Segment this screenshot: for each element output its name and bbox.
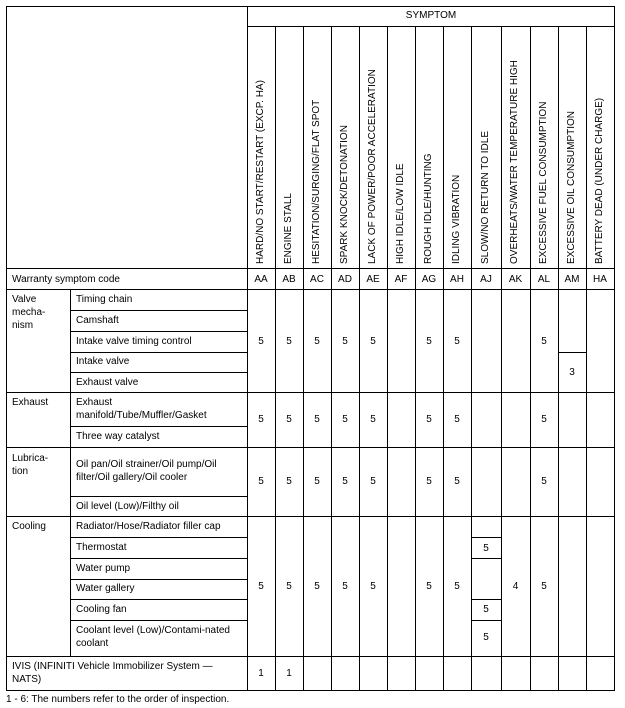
cell-ivis-aa: 1	[258, 668, 264, 679]
cell-lub-aa: 5	[258, 476, 264, 487]
code-ak: AK	[508, 274, 523, 285]
code-am: AM	[564, 274, 580, 285]
item-exhaust-manifold: Exhaust manifold/Tube/Muffler/Gasket	[76, 397, 207, 421]
cell-exhaust-al: 5	[541, 414, 547, 425]
symptom-header-ac: HESITATION/SURGING/FLAT SPOT	[311, 99, 322, 264]
cell-exhaust-ah: 5	[454, 414, 460, 425]
warranty-label: Warranty symptom code	[12, 274, 120, 285]
item-coolant-level: Coolant level (Low)/Contami-nated coolant	[76, 625, 230, 649]
item-intake-valve-timing: Intake valve timing control	[76, 336, 192, 347]
cell-cool-ae: 5	[370, 581, 376, 592]
cell-cooling-fan-aj: 5	[483, 604, 489, 615]
cell-cool-aa: 5	[258, 581, 264, 592]
code-af: AF	[394, 274, 408, 285]
item-camshaft: Camshaft	[76, 315, 119, 326]
cell-cool-ak: 4	[512, 581, 519, 592]
symptom-header-ak: OVERHEATS/WATER TEMPERATURE HIGH	[509, 60, 520, 264]
cell-lub-ae: 5	[370, 476, 376, 487]
code-ah: AH	[450, 274, 464, 285]
cell-exhaust-ag: 5	[426, 414, 432, 425]
cell-cool-ag: 5	[426, 581, 432, 592]
cell-valve-am: 3	[569, 367, 575, 378]
cell-lub-ad: 5	[342, 476, 348, 487]
symptom-header-ag: ROUGH IDLE/HUNTING	[423, 153, 434, 264]
item-three-way-catalyst: Three way catalyst	[76, 431, 160, 442]
symptom-header-ha: BATTERY DEAD (UNDER CHARGE)	[594, 97, 605, 264]
cell-lub-al: 5	[541, 476, 547, 487]
item-oil-pan: Oil pan/Oil strainer/Oil pump/Oil filter/Oil gallery/Oil cooler	[76, 459, 217, 483]
cell-lub-ah: 5	[454, 476, 460, 487]
symptom-header-ah: IDLING VIBRATION	[451, 174, 462, 264]
cell-exhaust-ab: 5	[286, 414, 292, 425]
cell-thermostat-aj: 5	[483, 543, 489, 554]
code-aa: AA	[254, 274, 268, 285]
group-label-lubrication: Lubrica-tion	[12, 453, 49, 477]
item-exhaust-valve: Exhaust valve	[76, 377, 139, 388]
symptom-header-aa: HARD/NO START/RESTART (EXCP. HA)	[255, 80, 266, 264]
cell-valve-ag: 5	[426, 336, 432, 347]
cell-cool-ad: 5	[342, 581, 348, 592]
cell-valve-aa: 5	[258, 336, 264, 347]
item-thermostat: Thermostat	[76, 542, 127, 553]
group-label-valve: Valve mecha-nism	[12, 294, 46, 331]
cell-valve-al: 5	[541, 336, 547, 347]
code-ab: AB	[282, 274, 296, 285]
symptom-header-af: HIGH IDLE/LOW IDLE	[395, 163, 406, 264]
cell-cool-al: 5	[541, 581, 547, 592]
symptom-header: SYMPTOM	[405, 10, 457, 21]
group-label-cooling: Cooling	[12, 521, 46, 532]
item-radiator: Radiator/Hose/Radiator filler cap	[76, 521, 221, 532]
code-al: AL	[537, 274, 551, 285]
item-oil-level: Oil level (Low)/Filthy oil	[76, 501, 179, 512]
cell-cool-ah: 5	[454, 581, 460, 592]
cell-valve-ae: 5	[370, 336, 376, 347]
group-label-exhaust: Exhaust	[12, 397, 49, 408]
cell-lub-ag: 5	[426, 476, 432, 487]
code-ac: AC	[310, 274, 324, 285]
cell-exhaust-aa: 5	[258, 414, 264, 425]
cell-lub-ac: 5	[314, 476, 320, 487]
cell-ivis-ab: 1	[286, 668, 292, 679]
cell-valve-ah: 5	[454, 336, 460, 347]
cell-coolant-aj: 5	[483, 632, 489, 643]
symptom-header-ab: ENGINE STALL	[283, 193, 294, 264]
cell-lub-ab: 5	[286, 476, 292, 487]
item-timing-chain: Timing chain	[76, 294, 133, 305]
item-water-pump: Water pump	[76, 563, 131, 574]
group-label-ivis: IVIS (INFINITI Vehicle Immobilizer System — NATS)	[12, 661, 213, 685]
cell-valve-ac: 5	[314, 336, 320, 347]
symptom-header-aj: SLOW/NO RETURN TO IDLE	[480, 131, 491, 264]
cell-cool-ac: 5	[314, 581, 320, 592]
cell-exhaust-ae: 5	[370, 414, 376, 425]
item-water-gallery: Water gallery	[76, 583, 135, 594]
cell-cool-ab: 5	[286, 581, 292, 592]
item-cooling-fan: Cooling fan	[76, 604, 127, 615]
code-ad: AD	[338, 274, 352, 285]
code-ha: HA	[593, 274, 607, 285]
symptom-header-ae: LACK OF POWER/POOR ACCELERATION	[367, 69, 378, 264]
cell-exhaust-ad: 5	[342, 414, 348, 425]
code-aj: AJ	[480, 274, 492, 285]
code-ae: AE	[366, 274, 380, 285]
cell-exhaust-ac: 5	[314, 414, 320, 425]
cell-valve-ab: 5	[286, 336, 292, 347]
code-ag: AG	[421, 274, 437, 285]
cell-valve-ad: 5	[342, 336, 348, 347]
symptom-header-am: EXCESSIVE OIL CONSUMPTION	[566, 111, 577, 264]
footnote: 1 - 6: The numbers refer to the order of inspection.	[6, 694, 230, 705]
item-intake-valve: Intake valve	[76, 356, 130, 367]
symptom-header-ad: SPARK KNOCK/DETONATION	[339, 125, 350, 264]
symptom-header-al: EXCESSIVE FUEL CONSUMPTION	[538, 101, 549, 264]
